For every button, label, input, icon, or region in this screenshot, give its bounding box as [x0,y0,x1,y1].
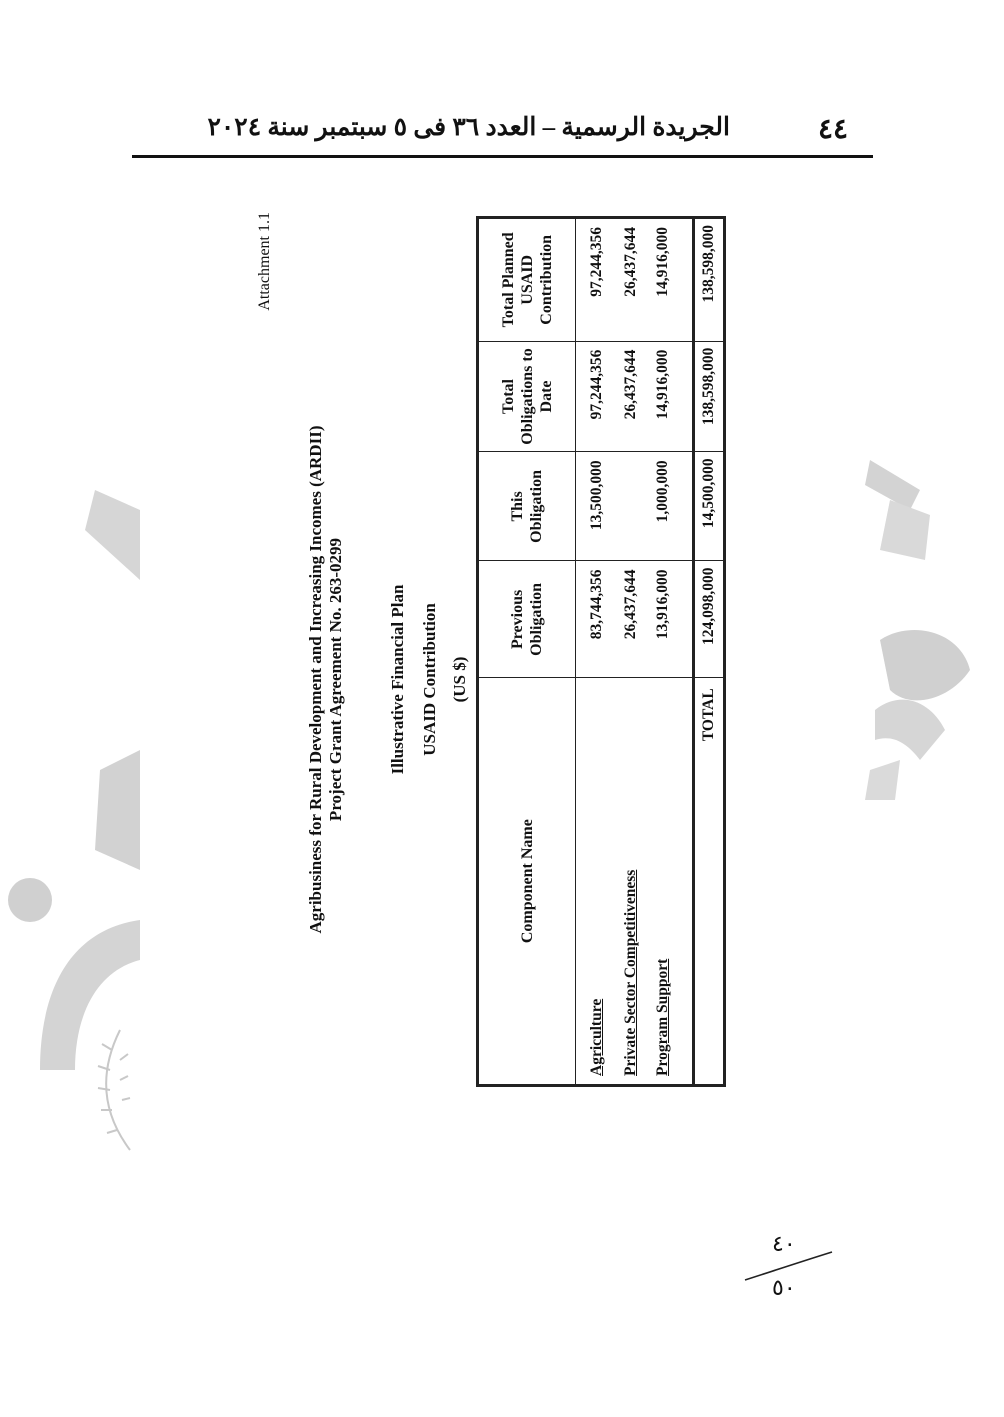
document-titles [306,212,470,1147]
component-agriculture: Agriculture [588,998,605,1076]
header-component-name: Component Name [478,678,576,1086]
total-this: 14,500,000 [694,452,725,561]
total-private-sector: 26,437,644 [622,349,639,420]
table-header-row [478,218,576,1086]
component-private-sector: Private Sector Competitiveness [622,869,639,1076]
gazette-seal-watermark [0,470,140,1170]
this-agriculture: 13,500,000 [588,460,605,531]
previous-program-support: 13,916,000 [654,569,671,640]
this-values [576,452,694,561]
planned-program-support: 14,916,000 [654,227,671,297]
planned-values [576,218,694,342]
rotated-page-content [238,212,717,1147]
total-label: TOTAL [694,678,725,1086]
page-number: ٤٤ [818,114,849,145]
previous-agriculture: 83,744,356 [588,569,605,640]
header-previous-obligation: Previous Obligation [478,561,576,678]
attachment-label: Attachment 1.1 [256,212,273,311]
folio-top: ٤٠ [772,1232,796,1257]
project-title: Agribusiness for Rural Development and Increasing Incomes (ARDII) [306,425,325,934]
table-row [576,218,694,1086]
currency-label: (US $) [450,656,469,703]
plan-subtitle: USAID Contribution [420,603,439,756]
total-agriculture: 97,244,356 [588,349,605,420]
total-values [576,341,694,452]
total-previous: 124,098,000 [694,561,725,678]
header-total-planned: Total Planned USAID Contribution [478,218,576,342]
row-body-cell [576,678,694,1086]
header-total-obligations: Total Obligations to Date [478,341,576,452]
total-obligations: 138,598,000 [694,341,725,452]
previous-private-sector: 26,437,644 [622,569,639,640]
plan-title: Illustrative Financial Plan [388,584,407,775]
gazette-header-title: الجريدة الرسمية – العدد ٣٦ فى ٥ سبتمبر سنة ٢٠٢٤ [207,114,730,141]
planned-private-sector: 26,437,644 [622,227,639,297]
this-program-support: 1,000,000 [654,460,671,523]
folio-bottom: ٥٠ [772,1276,796,1301]
total-planned: 138,598,000 [694,218,725,342]
previous-values [576,561,694,678]
handwritten-folio [740,1232,840,1307]
header-rule [132,155,873,158]
total-program-support: 14,916,000 [654,349,671,420]
planned-agriculture: 97,244,356 [588,227,605,297]
component-program-support: Program Support [654,958,671,1076]
watermark-right [850,440,1004,860]
financial-plan-table [476,216,726,1087]
header-this-obligation: This Obligation [478,452,576,561]
grant-agreement-number: Project Grant Agreement No. 263-0299 [326,537,345,822]
table-total-row [694,218,725,1086]
